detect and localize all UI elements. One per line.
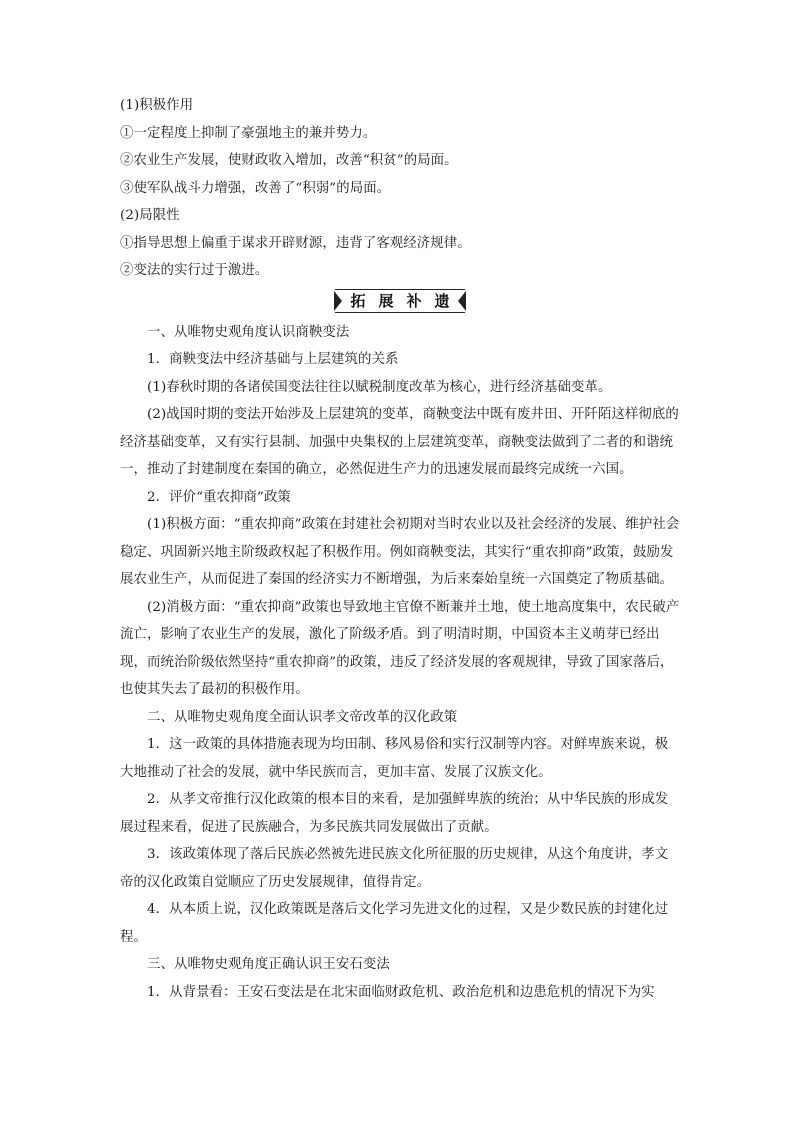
paragraph: 二、从唯物史观角度全面认识孝文帝改革的汉化政策 <box>147 709 458 725</box>
paragraph: 2．评价“重农抑商”政策 <box>147 489 291 505</box>
paragraph: 三、从唯物史观角度正确认识王安石变法 <box>147 957 390 972</box>
banner-char: 展 <box>378 291 394 310</box>
paragraph: (2)消极方面：“重农抑商”政策也导致地主官僚不断兼并土地，使土地高度集中，农民破产流亡，影响了农业生产的发展，激化了阶级矛盾。到了明清时期，中国资本主义萌芽已经出现，而统治阶级依然坚持“重农抑商”的政策，违反了经济发展的客观规律，导致了国家落后，也使其失去了最初的积极作用。 <box>120 599 680 697</box>
paragraph: ①指导思想上偏重于谋求开辟财源，违背了客观经济规律。 <box>120 235 471 251</box>
section-banner <box>120 289 680 315</box>
paragraph: 3．该政策体现了落后民族必然被先进民族文化所征服的历史规律，从这个角度讲，孝文帝的汉化政策自觉顺应了历史发展规律，值得肯定。 <box>120 847 669 890</box>
paragraph: ②变法的实行过于激进。 <box>120 263 269 278</box>
paragraph: ③使军队战斗力增强，改善了“积弱”的局面。 <box>120 180 391 196</box>
paragraph: (1)春秋时期的各诸侯国变法往往以赋税制度改革为核心，进行经济基础变革。 <box>147 379 612 395</box>
paragraph: 4．从本质上说，汉化政策既是落后文化学习先进文化的过程，又是少数民族的封建化过程。 <box>120 902 669 945</box>
extension-section <box>120 319 680 1007</box>
banner-frame <box>335 289 465 313</box>
paragraph: (1)积极作用 <box>120 98 194 113</box>
paragraph: 2．从孝文帝推行汉化政策的根本目的来看，是加强鲜卑族的统治；从中华民族的形成发展过程来看，促进了民族融合，为多民族共同发展做出了贡献。 <box>120 792 669 835</box>
evaluation-section <box>120 92 680 285</box>
banner-char: 补 <box>406 291 422 310</box>
paragraph: 1．这一政策的具体措施表现为均田制、移风易俗和实行汉制等内容。对鲜卑族来说，极大地推动了社会的发展，就中华民族而言，更加丰富、发展了汉族文化。 <box>120 737 669 780</box>
document-page <box>120 92 680 1006</box>
paragraph: (1)积极方面：“重农抑商”政策在封建社会初期对当时农业以及社会经济的发展、维护社会稳定、巩固新兴地主阶级政权起了积极作用。例如商鞅变法，其实行“重农抑商”政策，鼓励发展农业生产，从而促进了秦国的经济实力不断增强，为后来秦始皇统一六国奠定了物质基础。 <box>120 517 680 587</box>
paragraph: (2)局限性 <box>120 208 180 223</box>
banner-char: 拓 <box>350 291 366 310</box>
paragraph: 1．商鞅变法中经济基础与上层建筑的关系 <box>147 352 399 367</box>
paragraph: 1．从背景看：王安石变法是在北宋面临财政危机、政治危机和边患危机的情况下为实 <box>147 984 655 1000</box>
paragraph: (2)战国时期的变法开始涉及上层建筑的变革，商鞅变法中既有废井田、开阡陌这样彻底的经济基础变革，又有实行县制、加强中央集权的上层建筑变革，商鞅变法做到了二者的和谐统一，推动了封建制度在秦国的确立，必然促进生产力的迅速发展而最终完成统一六国。 <box>120 407 679 477</box>
paragraph: ①一定程度上抑制了豪强地主的兼并势力。 <box>120 125 377 141</box>
paragraph: ②农业生产发展，使财政收入增加，改善“积贫”的局面。 <box>120 153 458 168</box>
banner-char: 遗 <box>434 291 450 310</box>
paragraph: 一、从唯物史观角度认识商鞅变法 <box>147 324 350 340</box>
